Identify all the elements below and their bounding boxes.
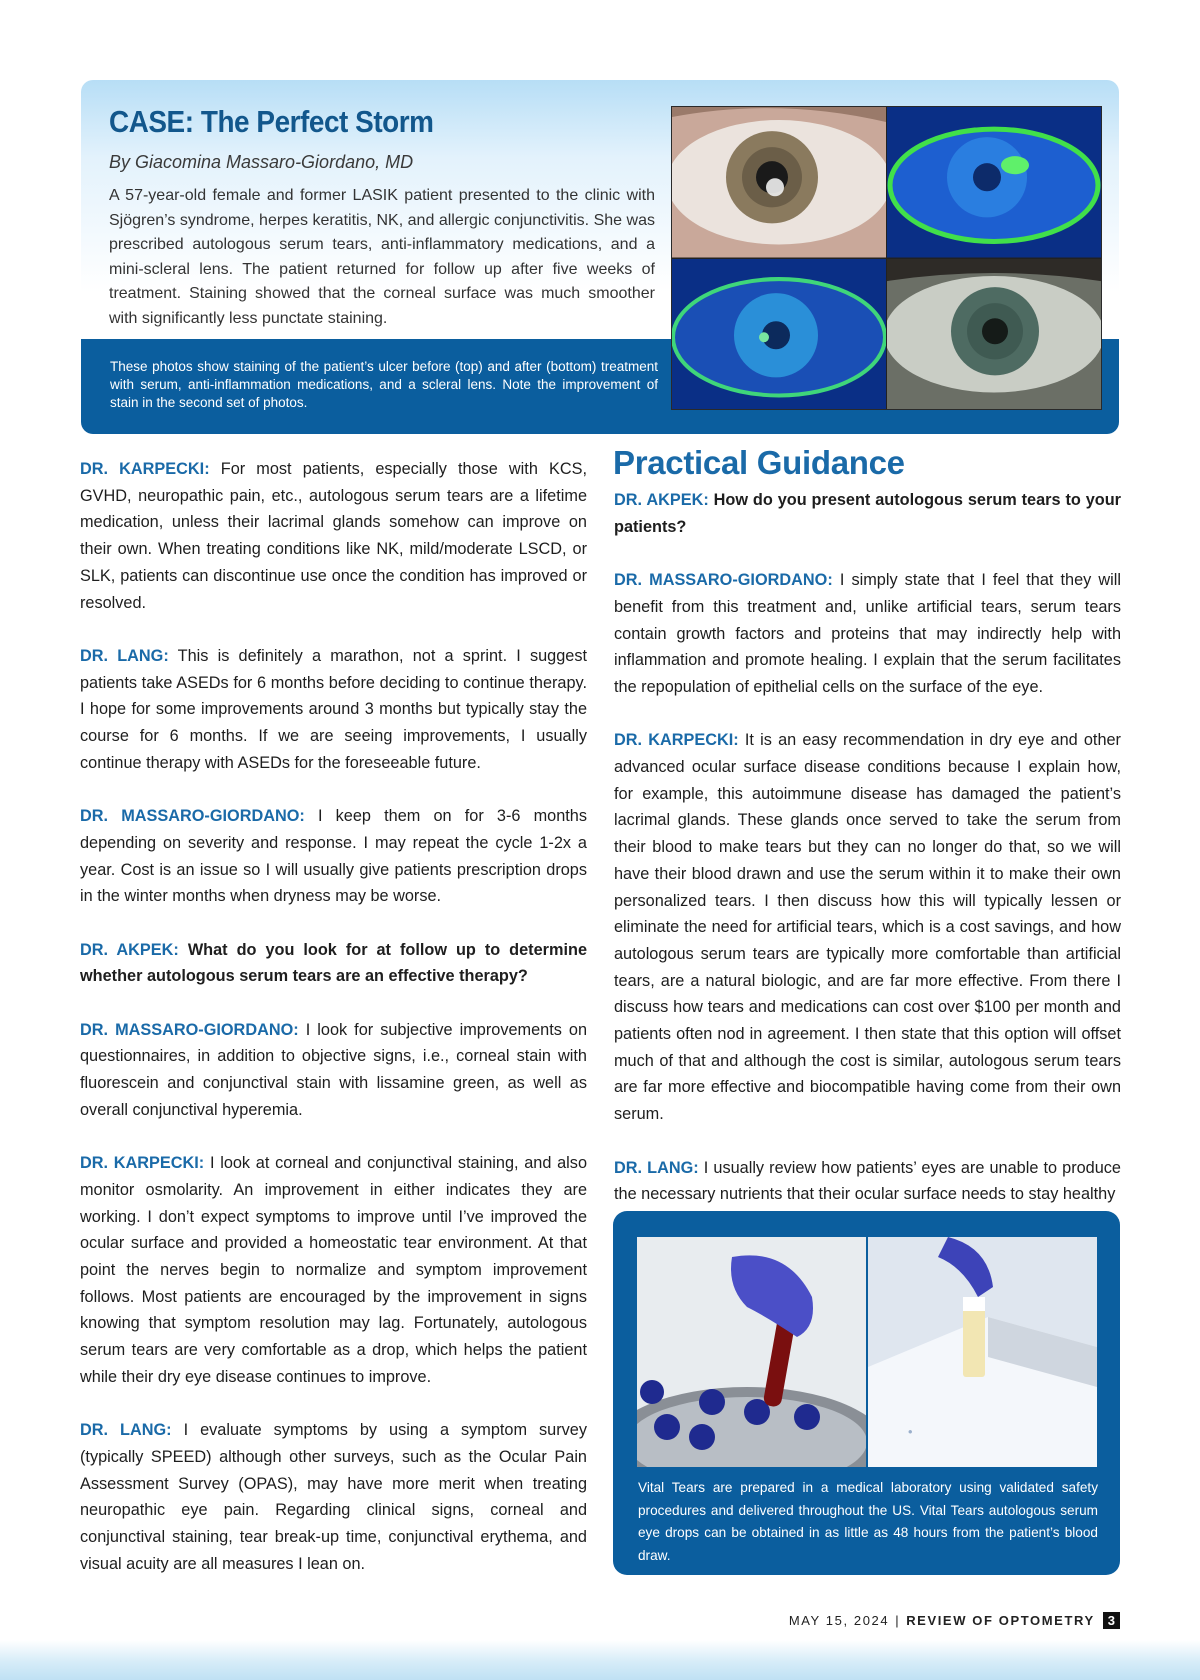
right-column xyxy=(614,487,1121,1235)
answer-text: I look for subjective improvements on questionnaires, in addition to objective signs, i.e., corneal stain with fluorescein and conjunctival stain with lissamine green, as well as overall conjunctival hyperemia. xyxy=(80,1020,588,1119)
interview-question xyxy=(614,487,1121,540)
speaker-name: DR. LANG: xyxy=(614,1158,699,1177)
case-photo-caption: These photos show staining of the patient’s ulcer before (top) and after (bottom) treatment with serum, anti-inflammation medications, and a scleral lens. Note the improvement of stain in the second set of photos. xyxy=(110,359,658,410)
bottom-gradient-bar xyxy=(0,1640,1200,1680)
blood-tube-photo xyxy=(637,1237,866,1467)
answer-text: This is definitely a marathon, not a sprint. I suggest patients take ASEDs for 6 months before deciding to continue therapy. I hope for some improvements around 3 months but typically stay the course for 6 months. If we are seeing improvements, I usually continue therapy with ASEDs for the foreseeable future. xyxy=(80,646,588,772)
page-footer xyxy=(789,1612,1120,1629)
case-box xyxy=(81,80,1119,434)
speaker-name: DR. MASSARO-GIORDANO: xyxy=(80,1020,299,1039)
speaker-name: DR. LANG: xyxy=(80,646,169,665)
eye-photo-before-stain xyxy=(887,107,1101,258)
vital-tears-photos xyxy=(637,1237,1097,1467)
svg-text:•: • xyxy=(905,1424,916,1440)
page-number: 3 xyxy=(1103,1612,1120,1629)
eye-photo-grid xyxy=(671,106,1102,410)
answer-text: I keep them on for 3-6 months depending on severity and response. I may repeat the cycle 1-2x a year. Cost is an issue so I will usually give patients prescription drops in the winter months when dryness may be worse. xyxy=(80,807,588,906)
issue-date: MAY 15, 2024 xyxy=(788,1613,890,1628)
speaker-name: DR. MASSARO-GIORDANO: xyxy=(614,571,833,590)
question-text: What do you look for at follow up to determine whether autologous serum tears are an effective therapy? xyxy=(80,940,587,986)
interview-paragraph xyxy=(80,1150,587,1390)
section-heading: Practical Guidance xyxy=(613,444,905,481)
case-text: A 57-year-old female and former LASIK patient presented to the clinic with Sjögren’s syndrome, herpes keratitis, NK, and allergic conjunctivitis. She was prescribed autologous serum tears, anti-inflammatory medications, and a mini-scleral lens. The patient returned for follow up after five weeks of treatment. Staining showed that the corneal surface was much smoother with significantly less punctate staining. xyxy=(109,187,655,327)
interview-question xyxy=(80,937,587,990)
footer-separator: | xyxy=(895,1613,901,1628)
vital-tears-box xyxy=(613,1211,1120,1575)
interview-paragraph xyxy=(80,803,587,910)
answer-text: I evaluate symptoms by using a symptom survey (typically SPEED) although other surveys, such as the Ocular Pain Assessment Survey (OPAS), may have more merit when treating neuropathic eye pain. Regarding clinical signs, corneal and conjunctival staining, tear break-up time, conjunctival erythema, and visual acuity are all measures I lean on. xyxy=(80,1421,587,1573)
speaker-name: DR. KARPECKI: xyxy=(80,1154,205,1173)
speaker-name: DR. KARPECKI: xyxy=(614,731,739,750)
case-title: CASE: The Perfect Storm xyxy=(109,104,434,139)
answer-text: It is an easy recommendation in dry eye and other advanced ocular surface disease conditions because I explain how, for example, this autoimmune disease has damaged the patient’s lacrimal glands. These glands once served to take the serum from their blood to make tears but they can no longer do that, so we will have their blood drawn and use the serum within it to make their own personalized tears. I then discuss how this will typically lessen or eliminate the need for artificial tears, which is a cost savings, and how autologous serum tears are typically more comfortable than artificial tears, are a natural biologic, and are far more effective. From there I discuss how tears and medications can cost over $100 per month and patients often nod in agreement. I then state that this option will offset much of that and although the cost is similar, autologous serum tears are far more effective and biocompatible having come from their own serum. xyxy=(614,731,1121,1124)
vital-tears-caption: Vital Tears are prepared in a medical laboratory using validated safety procedures and delivered throughout the US. Vital Tears autologous serum eye drops can be obtained in as little as 48 hours from the patient’s blood draw. xyxy=(638,1480,1098,1563)
interview-paragraph xyxy=(614,567,1121,701)
publication-name: REVIEW OF OPTOMETRY xyxy=(906,1613,1095,1628)
question-text: How do you present autologous serum tears to your patients? xyxy=(614,491,1121,536)
answer-text: For most patients, especially those with KCS, GVHD, neuropathic pain, etc., autologous serum tears are a lifetime medication, unless their lacrimal glands somehow can improve on their own. When treating conditions like NK, mild/moderate LSCD, or SLK, patients can discontinue use once the condition has improved or resolved. xyxy=(80,460,587,612)
interview-paragraph xyxy=(614,727,1121,1128)
interview-paragraph xyxy=(614,1155,1121,1208)
speaker-name: DR. KARPECKI: xyxy=(80,460,210,478)
interview-paragraph xyxy=(80,456,587,616)
answer-text: I simply state that I feel that they will benefit from this treatment and, unlike artificial tears, serum tears contain growth factors and proteins that may indirectly help with inflammation and promote healing. I explain that the serum facilitates the repopulation of epithelial cells on the surface of the eye. xyxy=(614,571,1121,696)
interview-paragraph xyxy=(80,1017,587,1124)
serum-vial-photo xyxy=(868,1237,1097,1467)
eye-photo-before-natural xyxy=(672,107,886,258)
interview-paragraph xyxy=(80,643,587,777)
answer-text: I look at corneal and conjunctival staining, and also monitor osmolarity. An improvement in either indicates they are working. I don’t expect symptoms to improve until I’ve improved the ocular surface and provided a homeostatic tear environment. At that point the nerves begin to normalize and symptom improvement follows. Most patients are encouraged by the improvement in signs knowing that symptom resolution may lag. Fortunately, autologous serum tears are very comfortable as a drop, which helps the patient while their dry eye disease continues to improve. xyxy=(80,1154,587,1386)
eye-photo-after-stain xyxy=(672,259,886,410)
eye-photo-after-natural xyxy=(887,259,1101,410)
speaker-name: DR. LANG: xyxy=(80,1421,172,1440)
speaker-name: DR. MASSARO-GIORDANO: xyxy=(80,807,305,826)
speaker-name: DR. AKPEK: xyxy=(80,940,179,959)
answer-text: I usually review how patients’ eyes are unable to produce the necessary nutrients that their ocular surface needs to stay healthy xyxy=(614,1158,1121,1204)
speaker-name: DR. AKPEK: xyxy=(614,491,709,509)
left-column xyxy=(80,456,587,1604)
case-byline: By Giacomina Massaro-Giordano, MD xyxy=(109,152,414,172)
interview-paragraph xyxy=(80,1417,587,1577)
